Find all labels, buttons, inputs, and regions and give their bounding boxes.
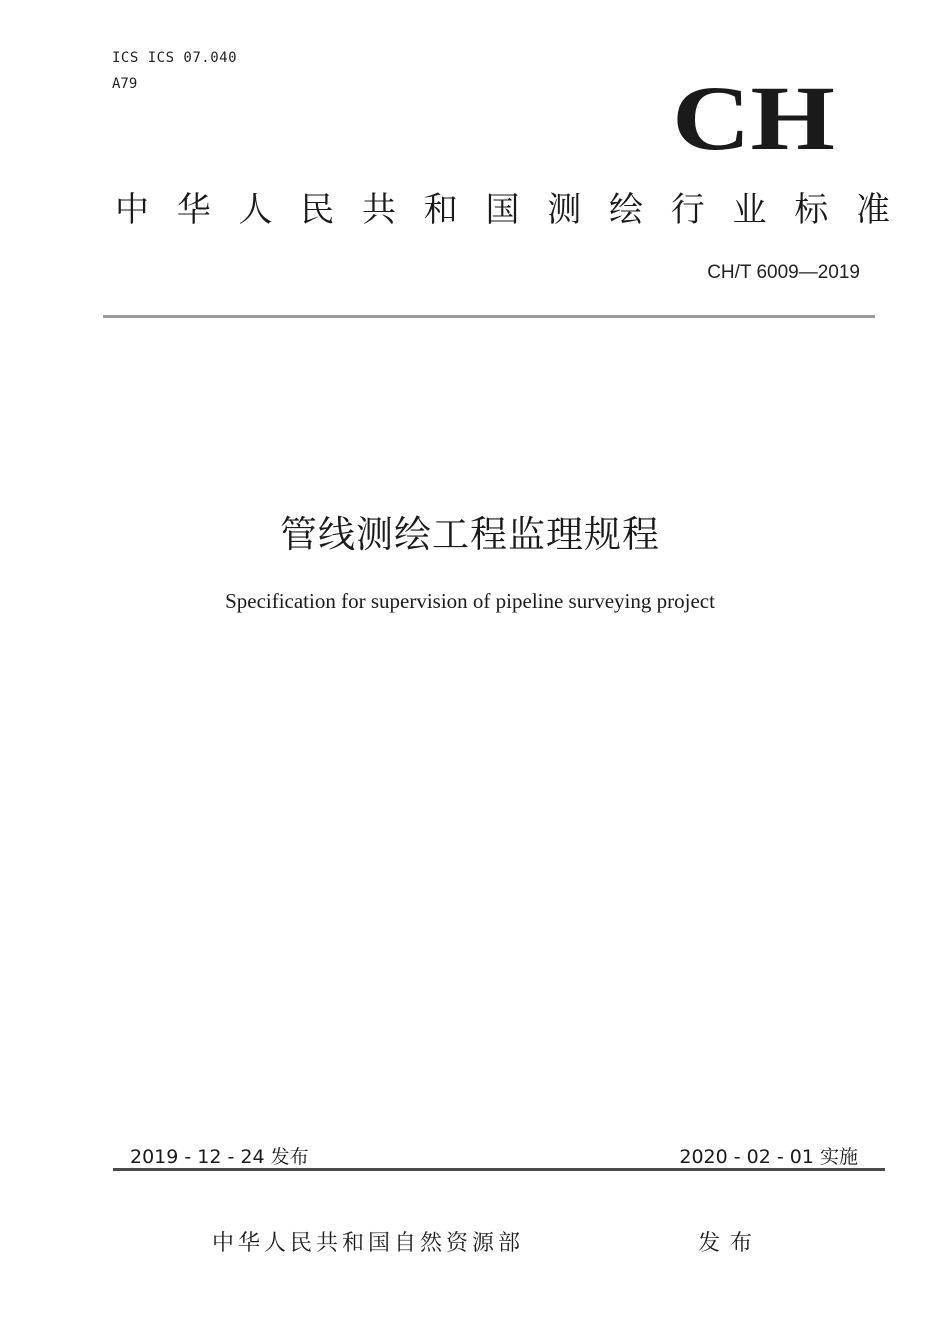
standard-type-char: 中 bbox=[115, 190, 149, 230]
standard-type-char: 民 bbox=[300, 190, 335, 230]
standard-type-char: 准 bbox=[856, 190, 890, 230]
issue-date: 2019 - 12 - 24 发布 bbox=[130, 1146, 309, 1168]
ccs-code: A79 bbox=[112, 76, 138, 92]
standard-type-title bbox=[115, 188, 890, 232]
standard-type-char: 绘 bbox=[609, 190, 643, 230]
publish-label: 发布 bbox=[698, 1231, 763, 1256]
standard-number: CH/T 6009—2019 bbox=[707, 262, 860, 283]
implementation-date: 2020 - 02 - 01 实施 bbox=[679, 1146, 858, 1168]
standard-type-char: 共 bbox=[362, 190, 396, 230]
standard-type-char: 业 bbox=[732, 190, 767, 230]
standard-type-char: 行 bbox=[670, 190, 705, 230]
standard-type-char: 和 bbox=[423, 190, 458, 230]
ch-logo: CH bbox=[672, 67, 835, 169]
document-title-chinese: 管线测绘工程监理规程 bbox=[280, 513, 660, 556]
issuing-authority: 中华人民共和国自然资源部 bbox=[212, 1231, 525, 1256]
ics-code: ICS ICS 07.040 bbox=[112, 50, 238, 66]
standard-type-char: 标 bbox=[794, 190, 829, 230]
document-title-english: Specification for supervision of pipeline surveying project bbox=[225, 589, 715, 613]
standard-type-char: 人 bbox=[238, 190, 273, 230]
standard-type-char: 测 bbox=[547, 190, 582, 230]
top-divider bbox=[103, 315, 875, 318]
standard-type-char: 华 bbox=[176, 190, 211, 230]
standard-type-char: 国 bbox=[485, 190, 520, 230]
bottom-divider bbox=[113, 1168, 885, 1171]
